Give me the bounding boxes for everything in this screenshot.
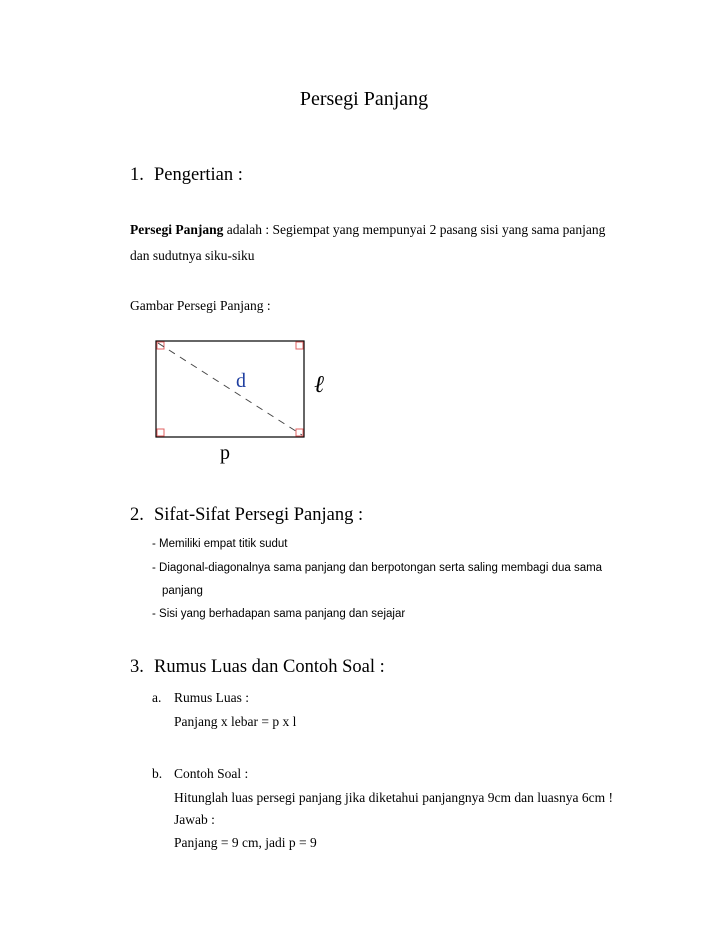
answer-label: Jawab :	[174, 812, 215, 827]
definition-line-2: dan sudutnya siku-siku	[130, 248, 255, 263]
property-item-3: - Sisi yang berhadapan sama panjang dan sejajar	[152, 608, 406, 620]
subsection-label: Contoh Soal :	[174, 766, 249, 781]
property-item-2: - Diagonal-diagonalnya sama panjang dan berpotongan serta saling membagi dua sama	[152, 562, 603, 574]
section-title: Sifat-Sifat Persegi Panjang :	[154, 505, 364, 525]
section-number: 3.	[130, 657, 144, 677]
section-title: Pengertian :	[154, 165, 243, 185]
corner-marker-bottom-left	[157, 429, 164, 436]
section-heading-3	[130, 657, 385, 678]
section-number: 2.	[130, 505, 144, 525]
subsection-b	[152, 766, 248, 782]
subsection-marker: b.	[152, 766, 163, 781]
corner-marker-top-right	[296, 342, 303, 349]
page-title: Persegi Panjang	[299, 88, 429, 110]
formula-text: Panjang x lebar = p x l	[174, 714, 297, 729]
subsection-marker: a.	[152, 690, 162, 705]
section-number: 1.	[130, 165, 144, 185]
property-item-2-continued: panjang	[162, 585, 203, 597]
example-question: Hitunglah luas persegi panjang jika diketahui panjangnya 9cm dan luasnya 6cm !	[174, 790, 614, 805]
section-heading-2	[130, 505, 363, 526]
label-l: ℓ	[314, 372, 324, 398]
answer-line: Panjang = 9 cm, jadi p = 9	[174, 835, 317, 850]
subsection-a	[152, 690, 249, 706]
figure-caption: Gambar Persegi Panjang :	[130, 298, 271, 313]
subsection-label: Rumus Luas :	[174, 690, 250, 705]
label-d: d	[236, 370, 246, 392]
definition-text: adalah : Segiempat yang mempunyai 2 pasang sisi yang sama panjang	[223, 222, 606, 237]
label-p: p	[220, 442, 230, 464]
property-item-1: - Memiliki empat titik sudut	[152, 538, 288, 550]
section-title: Rumus Luas dan Contoh Soal :	[154, 657, 385, 677]
definition-term: Persegi Panjang	[130, 222, 224, 237]
diagonal-line	[158, 343, 302, 435]
